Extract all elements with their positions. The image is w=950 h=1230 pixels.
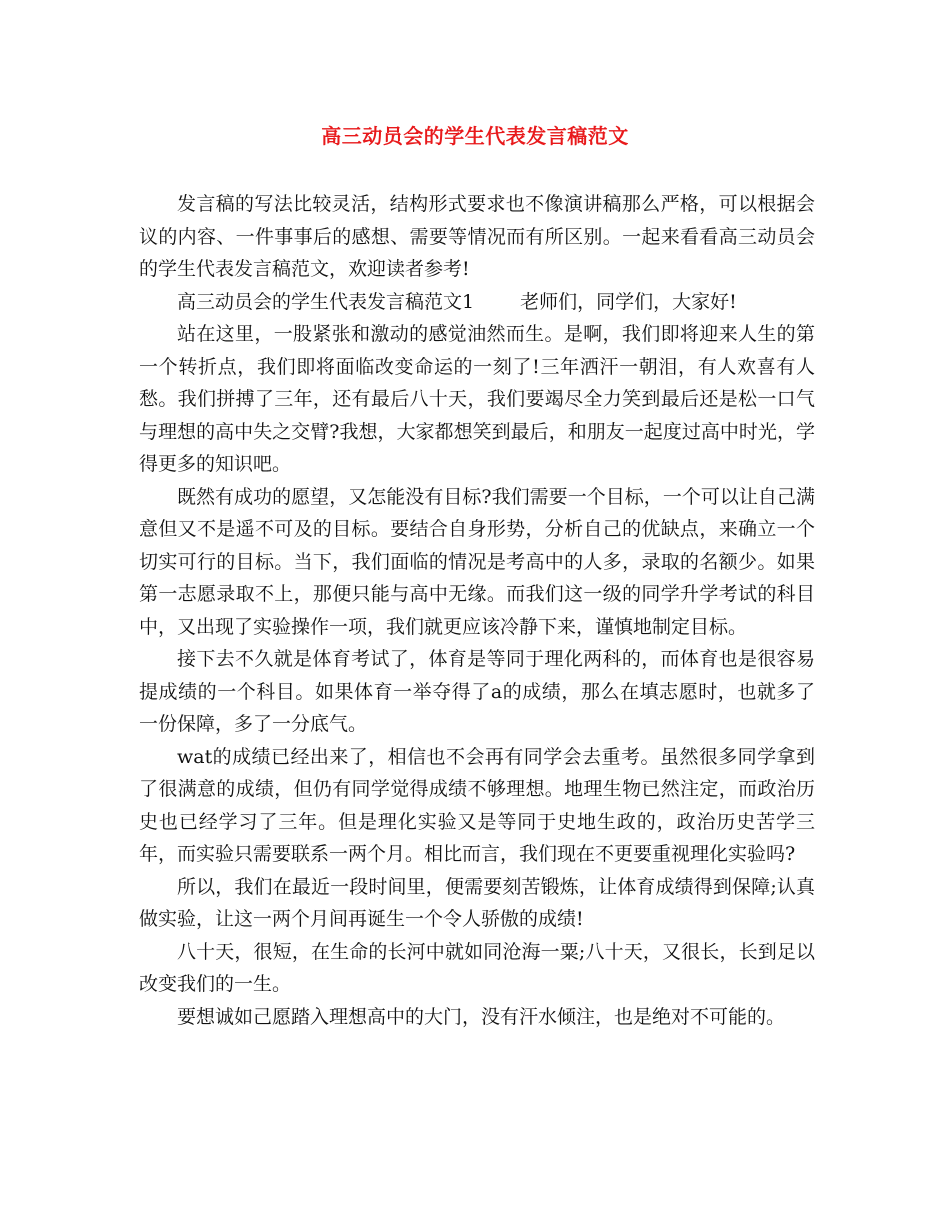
body-paragraph-2: 既然有成功的愿望，又怎能没有目标?我们需要一个目标，一个可以让自己满意但又不是遥不可及的目标。要结合自身形势，分析自己的优缺点，来确立一个切实可行的目标。当下，我们面临的情况是考高中的人多，录取的名额少。如果第一志愿录取不上，那便只能与高中无缘。而我们这一级的同学升学考试的科目中，又出现了实验操作一项，我们就更应该冷静下来，谨慎地制定目标。 bbox=[139, 485, 815, 638]
body-paragraph-5: 所以，我们在最近一段时间里，便需要刻苦锻炼，让体育成绩得到保障;认真做实验，让这一两个月间再诞生一个令人骄傲的成绩! bbox=[139, 875, 815, 930]
section-heading: 高三动员会的学生代表发言稿范文1 bbox=[177, 290, 475, 313]
body-paragraph-1: 站在这里，一股紧张和激动的感觉油然而生。是啊，我们即将迎来人生的第一个转折点，我们即将面临改变命运的一刻了!三年洒汗一朝泪，有人欢喜有人愁。我们拼搏了三年，还有最后八十天，我们要竭尽全力笑到最后还是松一口气与理想的高中失之交臂?我想，大家都想笑到最后，和朋友一起度过高中时光，学得更多的知识吧。 bbox=[139, 323, 815, 475]
body-paragraph-3: 接下去不久就是体育考试了，体育是等同于理化两科的，而体育也是很容易提成绩的一个科目。如果体育一举夺得了a的成绩，那么在填志愿时，也就多了一份保障，多了一分底气。 bbox=[139, 648, 815, 735]
section-heading-line bbox=[139, 286, 815, 319]
document-title: 高三动员会的学生代表发言稿范文 bbox=[321, 124, 629, 148]
body-paragraph-6: 八十天，很短，在生命的长河中就如同沧海一粟;八十天，又很长，长到足以改变我们的一生。 bbox=[139, 940, 815, 995]
document-body bbox=[139, 188, 815, 1033]
body-paragraph-4: wat的成绩已经出来了，相信也不会再有同学会去重考。虽然很多同学拿到了很满意的成绩，但仍有同学觉得成绩不够理想。地理生物已然注定，而政治历史也已经学习了三年。但是理化实验又是等同于史地生政的，政治历史苦学三年，而实验只需要联系一两个月。相比而言，我们现在不更要重视理化实验吗? bbox=[139, 745, 815, 865]
body-paragraph-7: 要想诚如己愿踏入理想高中的大门，没有汗水倾注，也是绝对不可能的。 bbox=[177, 1005, 786, 1028]
intro-paragraph: 发言稿的写法比较灵活，结构形式要求也不像演讲稿那么严格，可以根据会议的内容、一件事事后的感想、需要等情况而有所区别。一起来看看高三动员会的学生代表发言稿范文，欢迎读者参考! bbox=[139, 193, 815, 280]
greeting: 老师们，同学们，大家好! bbox=[520, 290, 737, 313]
